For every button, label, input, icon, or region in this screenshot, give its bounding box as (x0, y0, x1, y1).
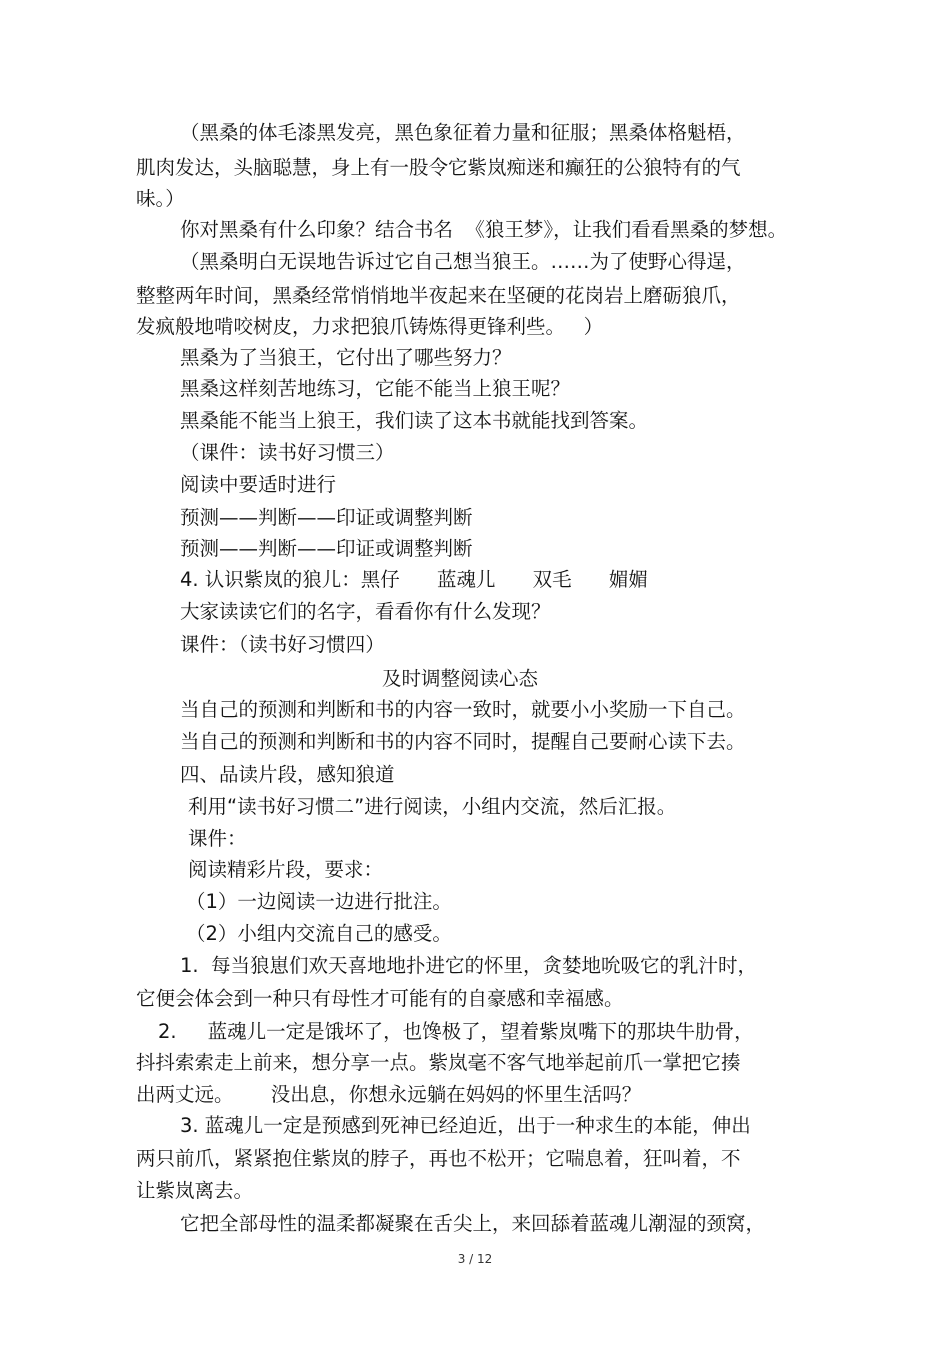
text-line-22: 利用“读书好习惯二”进行阅读，小组内交流，然后汇报。 (188, 795, 677, 818)
text-line-15: 4. 认识紫岚的狼儿：黑仔 蓝魂儿 双毛 媚媚 (180, 568, 648, 591)
text-line-4: 你对黑桑有什么印象？结合书名 《狼王梦》，让我们看看黑桑的梦想。 (180, 218, 788, 241)
text-line-33: 两只前爪，紧紧抱住紫岚的脖子，再也不松开；它喘息着，狂叫着，不 (136, 1147, 741, 1170)
text-line-2: 肌肉发达，头脑聪慧，身上有一股令它紫岚痴迷和癫狂的公狼特有的气 (136, 156, 741, 179)
text-line-14: 预测——判断——印证或调整判断 (180, 537, 473, 560)
text-line-31: 出两丈远。 没出息，你想永远躺在妈妈的怀里生活吗？ (136, 1083, 642, 1106)
text-line-17: 课件：（读书好习惯四） (180, 633, 385, 656)
text-line-12: 阅读中要适时进行 (180, 473, 337, 496)
text-line-9: 黑桑这样刻苦地练习，它能不能当上狼王呢？ (180, 377, 571, 400)
text-line-35: 它把全部母性的温柔都凝聚在舌尖上，来回舔着蓝魂儿潮湿的颈窝， (180, 1212, 766, 1235)
text-line-34: 让紫岚离去。 (136, 1179, 254, 1202)
text-line-10: 黑桑能不能当上狼王，我们读了这本书就能找到答案。 (180, 409, 649, 432)
text-line-16: 大家读读它们的名字，看看你有什么发现？ (180, 600, 551, 623)
text-line-19: 当自己的预测和判断和书的内容一致时，就要小小奖励一下自己。 (180, 698, 746, 721)
text-line-27: 1. 每当狼崽们欢天喜地地扑进它的怀里，贪婪地吮吸它的乳汁时， (180, 954, 758, 977)
text-line-30: 抖抖索索走上前来，想分享一点。紫岚毫不客气地举起前爪一掌把它揍 (136, 1051, 741, 1074)
text-line-26: （2）小组内交流自己的感受。 (186, 922, 452, 945)
text-line-28: 它便会体会到一种只有母性才可能有的自豪感和幸福感。 (136, 987, 624, 1010)
text-line-8: 黑桑为了当狼王，它付出了哪些努力？ (180, 346, 512, 369)
text-line-1: （黑桑的体毛漆黑发亮，黑色象征着力量和征服；黑桑体格魁梧， (180, 121, 746, 144)
text-line-25: （1）一边阅读一边进行批注。 (186, 890, 452, 913)
text-line-13: 预测——判断——印证或调整判断 (180, 506, 473, 529)
text-line-3: 味。） (136, 187, 185, 210)
text-line-29: 2. 蓝魂儿一定是饿坏了，也馋极了，望着紫岚嘴下的那块牛肋骨， (158, 1020, 754, 1043)
text-line-7: 发疯般地啃咬树皮，力求把狼爪铸炼得更锋利些。 ） (136, 315, 604, 338)
page-number: 3 / 12 (457, 1252, 493, 1266)
text-line-11: （课件：读书好习惯三） (180, 441, 395, 464)
text-line-20: 当自己的预测和判断和书的内容不同时，提醒自己要耐心读下去。 (180, 730, 746, 753)
text-line-24: 阅读精彩片段，要求： (188, 858, 384, 881)
text-line-23: 课件： (188, 827, 247, 850)
text-line-21: 四、品读片段，感知狼道 (180, 763, 395, 786)
section-heading: 及时调整阅读心态 (382, 667, 539, 690)
text-line-32: 3. 蓝魂儿一定是预感到死神已经迫近，出于一种求生的本能，伸出 (180, 1114, 751, 1137)
text-line-6: 整整两年时间，黑桑经常悄悄地半夜起来在坚硬的花岗岩上磨砺狼爪， (136, 284, 741, 307)
text-line-5: （黑桑明白无误地告诉过它自己想当狼王。……为了使野心得逞， (180, 250, 746, 273)
